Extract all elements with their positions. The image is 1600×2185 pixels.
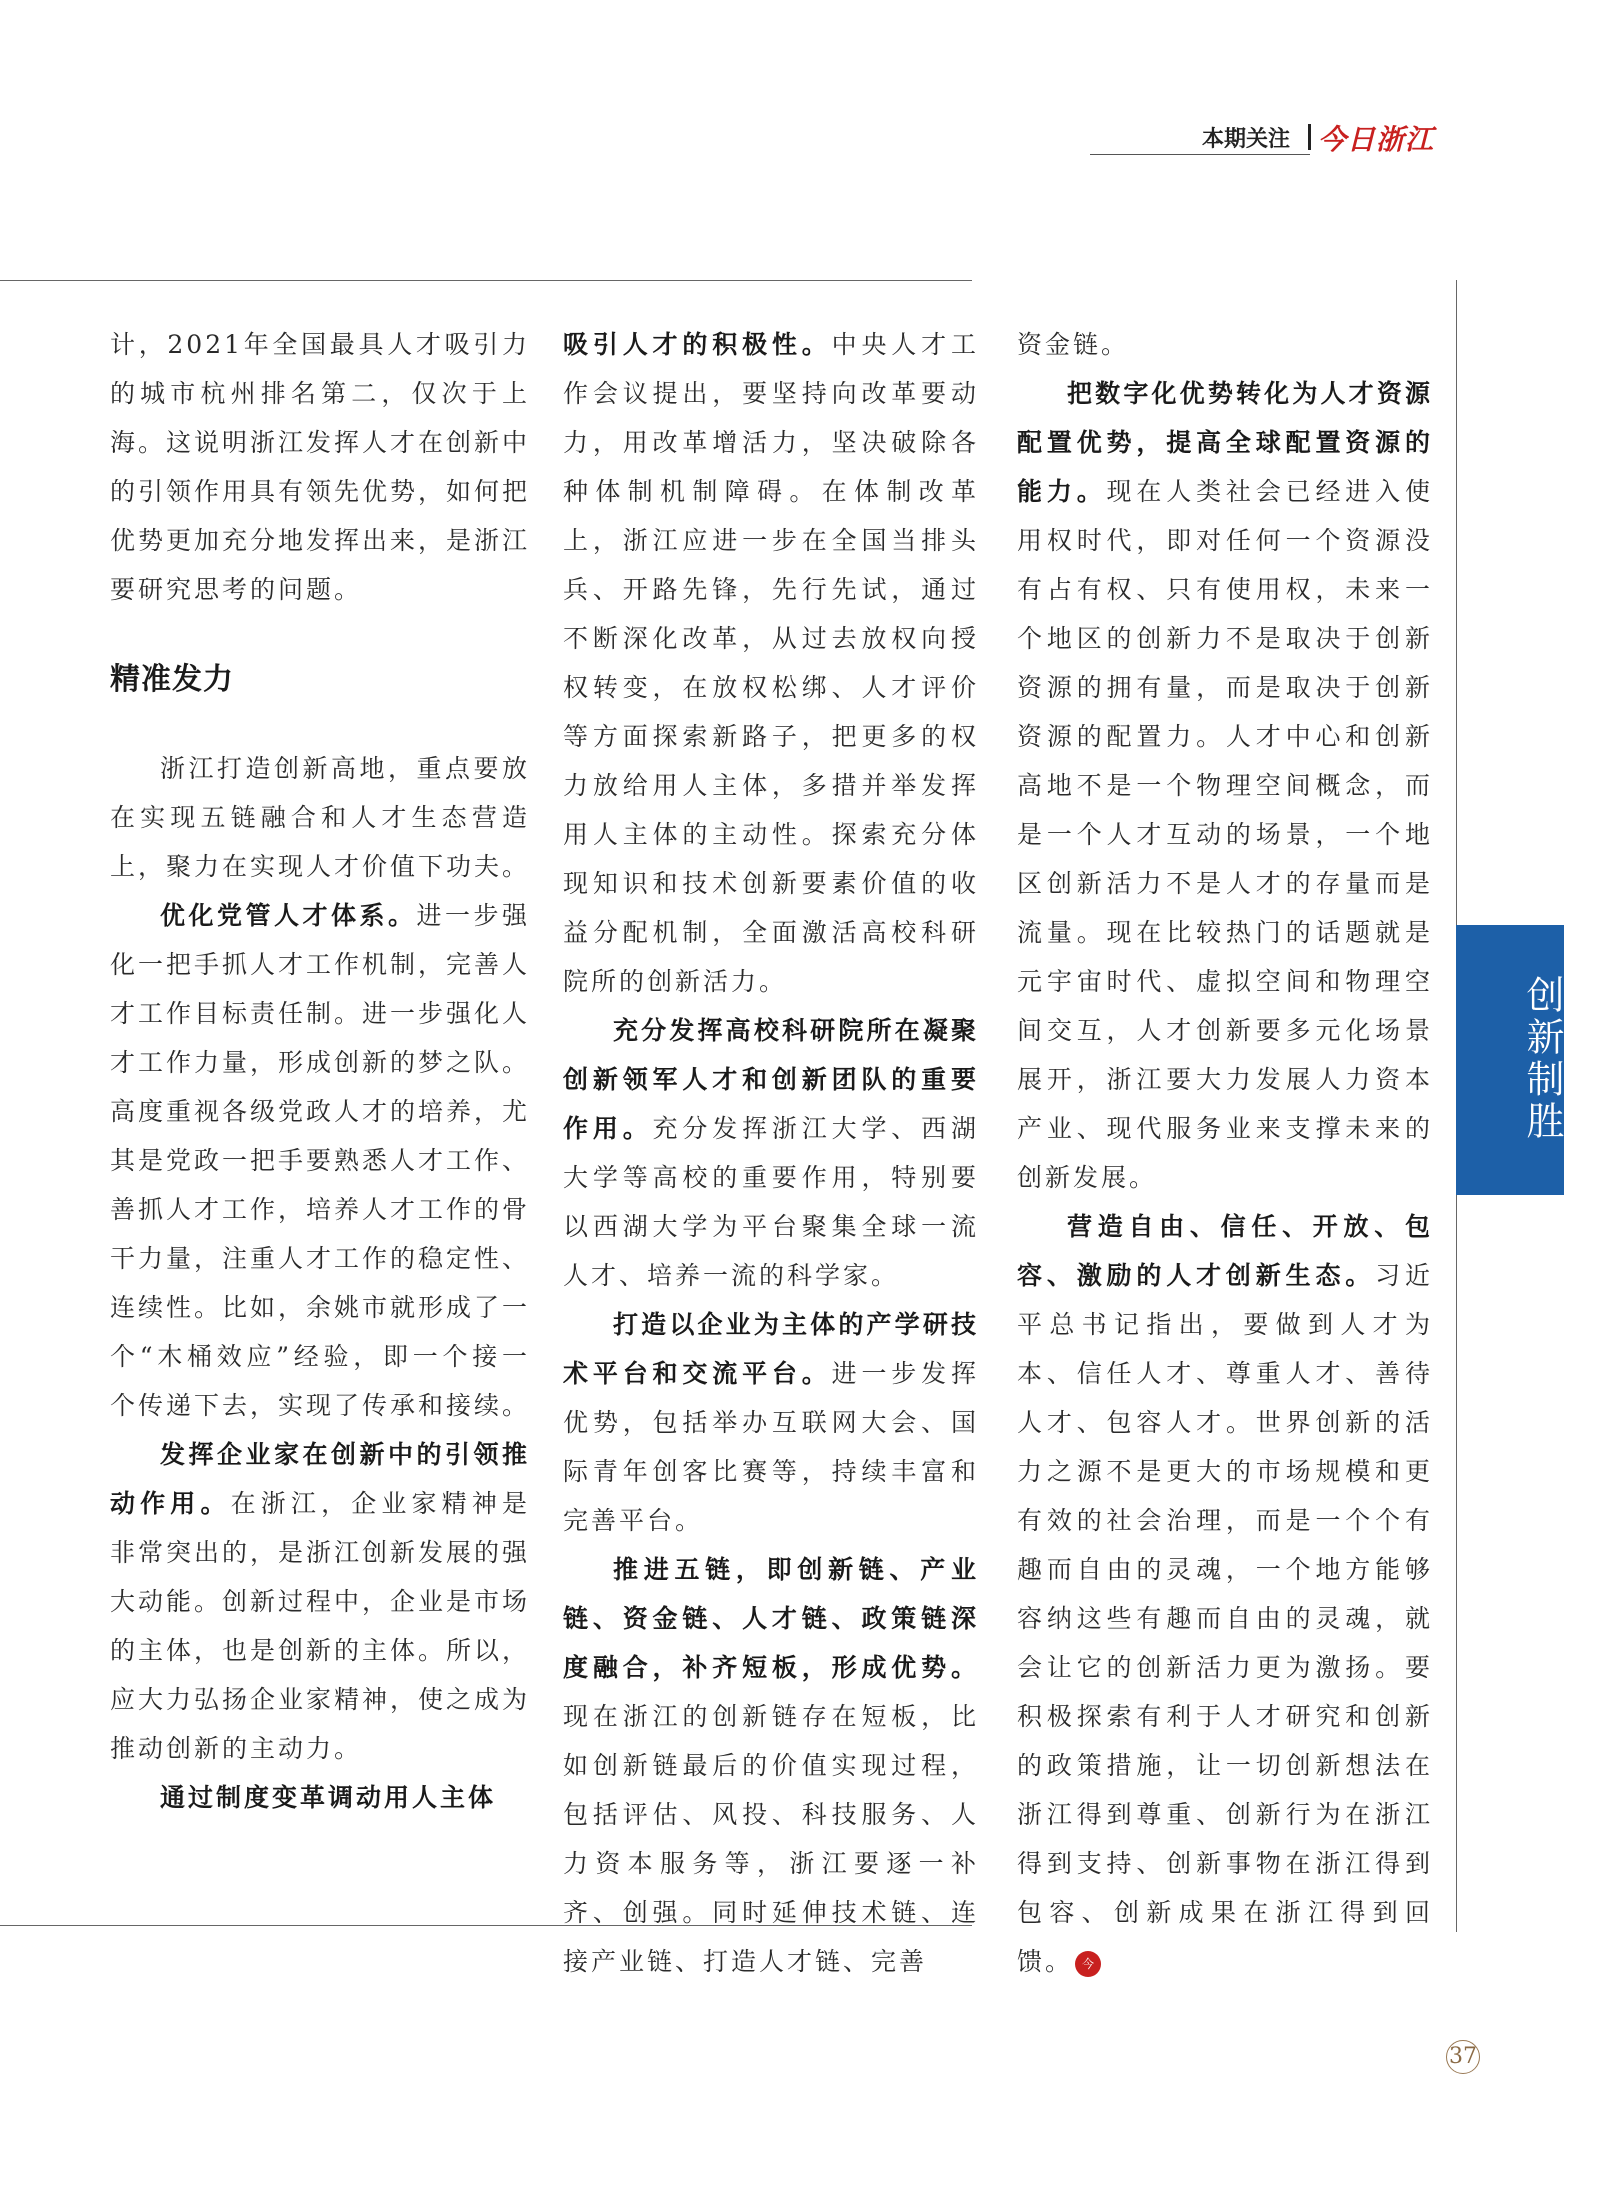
header-rule — [1090, 154, 1310, 155]
paragraph-body: 中央人才工作会议提出，要坚持向改革要动力，用改革增活力，坚决破除各种体制机制障碍。在体制改革上，浙江应进一步在全国当排头兵、开路先锋，先行先试，通过不断深化改革，从过去放权向授权转变，在放权松绑、人才评价等方面探索新路子，把更多的权力放给用人主体，多措并举发挥用人主体的主动性。探索充分体现知识和技术创新要素价值的收益分配机制，全面激活高校科研院所的创新活力。 — [563, 330, 979, 996]
paragraph-lead: 把数字化优势转化为人才资源配置优势，提高全球配置资源的能力。 — [1017, 379, 1433, 506]
article-column-3 — [1017, 320, 1433, 1986]
brand-logo: 今日浙江 — [1318, 123, 1435, 156]
paragraph-body: 习近平总书记指出，要做到人才为本、信任人才、尊重人才、善待人才、包容人才。世界创新的活力之源不是更大的市场规模和更有效的社会治理，而是一个个有趣而自由的灵魂，一个地方能够容纳这些有趣而自由的灵魂，就会让它的创新活力更为激扬。要积极探索有利于人才研究和创新的政策措施，让一切创新想法在浙江得到尊重、创新行为在浙江得到支持、创新事物在浙江得到包容、创新成果在浙江得到回馈。 — [1017, 1261, 1433, 1976]
paragraph-lead: 发挥企业家在创新中的引领推动作用。 — [110, 1440, 530, 1518]
paragraph-body: 在浙江，企业家精神是非常突出的，是浙江创新发展的强大动能。创新过程中，企业是市场的主体，也是创新的主体。所以，应大力弘扬企业家精神，使之成为推动创新的主动力。 — [110, 1489, 531, 1763]
paragraph-lead: 营造自由、信任、开放、包容、激励的人才创新生态。 — [1017, 1212, 1433, 1290]
end-mark-icon: 今 — [1075, 1951, 1101, 1977]
paragraph-body: 进一步发挥优势，包括举办互联网大会、国际青年创客比赛等，持续丰富和完善平台。 — [563, 1359, 979, 1535]
page-number: 37 — [1446, 2040, 1480, 2074]
paragraph-lead: 吸引人才的积极性。 — [563, 330, 832, 359]
paragraph: 计，2021年全国最具人才吸引力的城市杭州排名第二，仅次于上海。这说明浙江发挥人才在创新中的引领作用具有领先优势，如何把优势更加充分地发挥出来，是浙江要研究思考的问题。 — [110, 330, 531, 604]
paragraph — [563, 320, 979, 1006]
paragraph — [1017, 1202, 1433, 1986]
article-column-2 — [563, 320, 979, 1986]
header-divider — [1308, 124, 1311, 150]
paragraph-body: 进一步强化一把手抓人才工作机制，完善人才工作目标责任制。进一步强化人才工作力量，形成创新的梦之队。高度重视各级党政人才的培养，尤其是党政一把手要熟悉人才工作、善抓人才工作，培养人才工作的骨干力量，注重人才工作的稳定性、连续性。比如，余姚市就形成了一个“木桶效应”经验，即一个接一个传递下去，实现了传承和接续。 — [110, 901, 531, 1420]
side-tab-label: 创新制胜 — [1520, 975, 1564, 1143]
running-header — [1090, 118, 1450, 158]
paragraph-lead: 优化党管人才体系。 — [160, 901, 417, 930]
paragraph: 浙江打造创新高地，重点要放在实现五链融合和人才生态营造上，聚力在实现人才价值下功夫。 — [110, 754, 531, 881]
paragraph-lead: 打造以企业为主体的产学研技术平台和交流平台。 — [563, 1310, 979, 1388]
article-column-1 — [110, 320, 530, 1822]
section-name: 本期关注 — [1202, 127, 1291, 152]
paragraph-body: 现在浙江的创新链存在短板，比如创新链最后的价值实现过程，包括评估、风投、科技服务、人力资本服务等，浙江要逐一补齐、创强。同时延伸技术链、连接产业链、打造人才链、完善 — [563, 1702, 979, 1976]
top-rule — [0, 280, 972, 281]
paragraph — [563, 1300, 979, 1545]
paragraph — [1017, 369, 1433, 1202]
paragraph — [563, 1545, 979, 1986]
paragraph-lead: 通过制度变革调动用人主体 — [160, 1783, 497, 1812]
paragraph — [110, 1773, 530, 1822]
section-side-tab — [1456, 925, 1564, 1195]
paragraph: 资金链。 — [1017, 330, 1130, 359]
section-heading: 精准发力 — [110, 662, 234, 697]
paragraph — [110, 1430, 530, 1773]
paragraph-lead: 推进五链，即创新链、产业链、资金链、人才链、政策链深度融合，补齐短板，形成优势。 — [563, 1555, 979, 1682]
paragraph — [563, 1006, 979, 1300]
paragraph-body: 充分发挥浙江大学、西湖大学等高校的重要作用，特别要以西湖大学为平台聚集全球一流人才、培养一流的科学家。 — [563, 1114, 979, 1290]
paragraph-lead: 充分发挥高校科研院所在凝聚创新领军人才和创新团队的重要作用。 — [563, 1016, 979, 1143]
paragraph — [110, 891, 530, 1430]
paragraph-body: 现在人类社会已经进入使用权时代，即对任何一个资源没有占有权、只有使用权，未来一个地区的创新力不是取决于创新资源的拥有量，而是取决于创新资源的配置力。人才中心和创新高地不是一个物理空间概念，而是一个人才互动的场景，一个地区创新活力不是人才的存量而是流量。现在比较热门的话题就是元宇宙时代、虚拟空间和物理空间交互，人才创新要多元化场景展开，浙江要大力发展人力资本产业、现代服务业来支撑未来的创新发展。 — [1017, 477, 1433, 1192]
